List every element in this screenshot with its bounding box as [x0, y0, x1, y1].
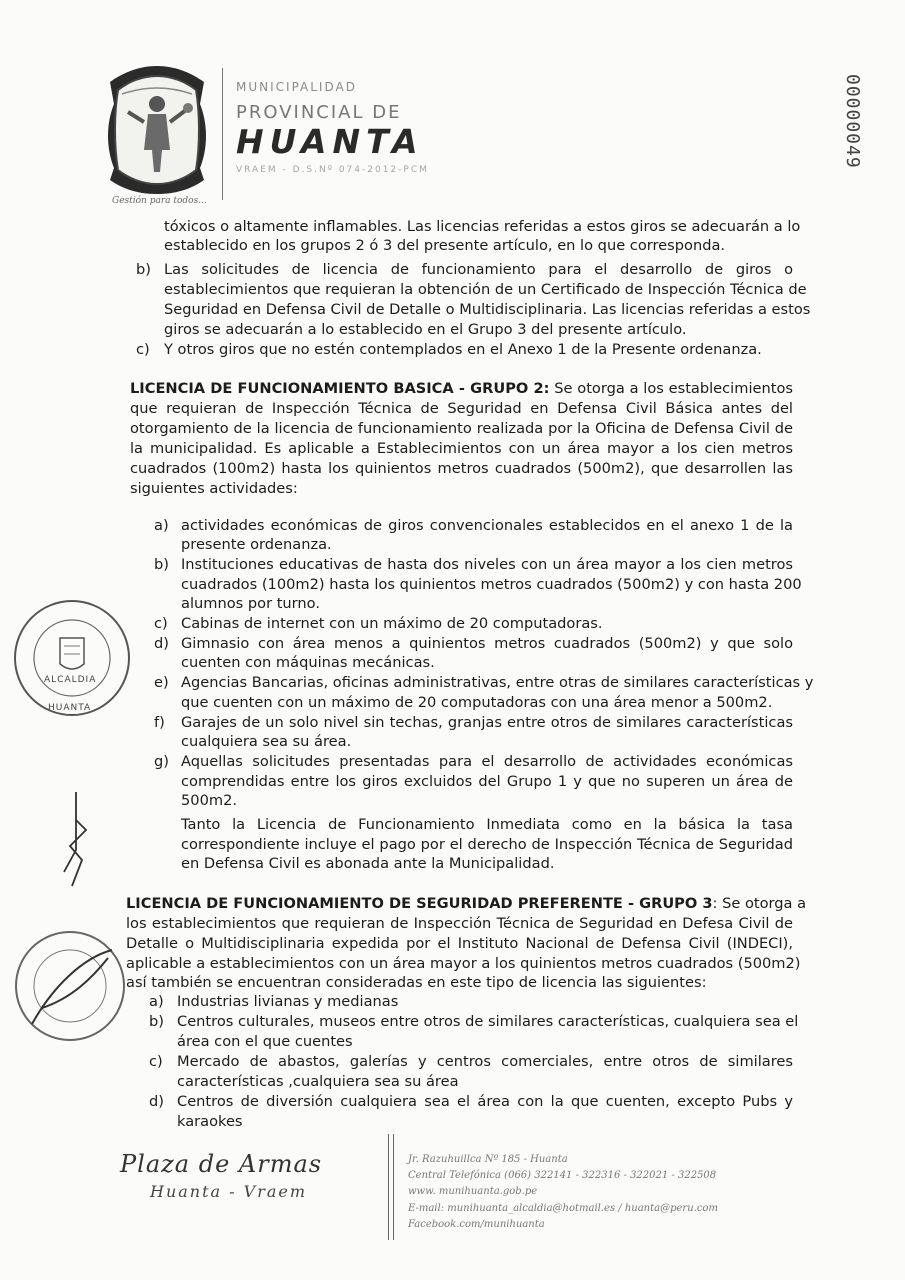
g3-item-b-line: Centros culturales, museos entre otros de similares características, cualquiera sea el [177, 1013, 799, 1030]
g2-item-f-marker: f) [154, 714, 165, 731]
group3-heading: LICENCIA DE FUNCIONAMIENTO DE SEGURIDAD PREFERENTE - GRUPO 3 [126, 895, 713, 912]
g2-item-b-line: Instituciones educativas de hasta dos niveles con un área mayor a los cien metros [181, 556, 793, 573]
intro-item-b-line: Las solicitudes de licencia de funcionamiento para el desarrollo de giros o [164, 261, 793, 278]
footer-email[interactable]: E-mail: munihuanta_alcaldia@hotmail.es / huanta@peru.com [408, 1203, 718, 1214]
intro-item-b-line: establecimientos que requieran la obtención de un Certificado de Inspección Técnica de [164, 281, 807, 298]
header-divider [222, 68, 223, 200]
footer-website[interactable]: www. munihuanta.gob.pe [408, 1186, 538, 1197]
g3-item-b-line: área con el que cuentes [177, 1033, 353, 1050]
group3-line: así también se encuentran consideradas en este tipo de licencia las siguientes: [126, 974, 707, 991]
g2-item-d-marker: d) [154, 635, 169, 652]
g3-item-c-line: Mercado de abastos, galerías y centros comerciales, entre otros de similares [177, 1053, 793, 1070]
header-municipalidad: MUNICIPALIDAD [236, 80, 357, 94]
g3-item-b-marker: b) [149, 1013, 164, 1030]
intro-item-b-line: Seguridad en Defensa Civil de Detalle o Multidisciplinaria. Las licencias referidas a estos [164, 301, 811, 318]
header-provincial-de: PROVINCIAL DE [236, 102, 402, 123]
intro-item-b-line: giros se adecuarán a lo establecido en el Grupo 3 del presente artículo. [164, 321, 687, 338]
g2-note-line: en Defensa Civil es abonada ante la Municipalidad. [181, 855, 555, 872]
header-huanta: HUANTA [236, 122, 424, 161]
footer-phone: Central Telefónica (066) 322141 - 322316 - 322021 - 322508 [408, 1170, 717, 1181]
group2-first-line [130, 379, 793, 399]
g2-item-b-line: alumnos por turno. [181, 595, 320, 612]
group3-line: los establecimientos que requieran de Inspección Técnica de Seguridad en Defesa Civil de [126, 915, 793, 932]
intro-item-b-marker: b) [136, 261, 151, 278]
g2-item-e-line: Agencias Bancarias, oficinas administrativas, entre otras de similares características y [181, 674, 814, 691]
header-decree: VRAEM - D.S.Nº 074-2012-PCM [236, 165, 429, 175]
municipal-seal-stamp [12, 598, 132, 718]
seal-center-text: ALCALDIA [44, 675, 97, 685]
g2-item-a-line: presente ordenanza. [181, 536, 332, 553]
footer-plaza-de-armas: Plaza de Armas [120, 1150, 323, 1178]
intro-item-c-marker: c) [136, 341, 150, 358]
g2-item-f-line: cualquiera sea su área. [181, 733, 352, 750]
g2-item-a-line: actividades económicas de giros convencionales establecidos en el anexo 1 de la [181, 517, 793, 534]
g2-item-b-marker: b) [154, 556, 169, 573]
municipal-seal-stamp-faded [12, 928, 128, 1044]
group2-line: siguientes actividades: [130, 480, 298, 497]
group2-line: cuadrados (100m2) hasta los quinientos metros cuadrados (500m2), que desarrollen las [130, 460, 793, 477]
g2-item-a-marker: a) [154, 517, 169, 534]
g2-item-g-line: Aquellas solicitudes presentadas para el desarrollo de actividades económicas [181, 753, 793, 770]
intro-item-c-line: Y otros giros que no estén contemplados en el Anexo 1 de la Presente ordenanza. [164, 341, 762, 358]
g2-item-d-line: Gimnasio con área menos a quinientos metros cuadrados (500m2) y que solo [181, 635, 793, 652]
crest-caption: Gestión para todos... [112, 196, 207, 206]
group3-line: aplicable a establecimientos con un área mayor a los quinientos metros cuadrados (500m2) [126, 955, 801, 972]
g2-item-g-line: 500m2. [181, 792, 237, 809]
group3-line: Detalle o Multidisciplinaria expedida por el Instituto Nacional de Defensa Civil (INDECI), [126, 935, 793, 952]
g2-item-e-line: que cuenten con un máximo de 20 computadoras con una área menor a 500m2. [181, 694, 773, 711]
footer-huanta-vraem: Huanta - Vraem [150, 1182, 308, 1201]
group2-first-rest: Se otorga a los establecimientos [549, 380, 793, 397]
g2-note-line: correspondiente incluye el pago por el derecho de Inspección Técnica de Seguridad [181, 836, 793, 853]
g2-item-c-line: Cabinas de internet con un máximo de 20 computadoras. [181, 615, 603, 632]
document-number: 00000049 [842, 74, 863, 169]
footer-divider [393, 1134, 394, 1240]
g3-item-a-line: Industrias livianas y medianas [177, 993, 399, 1010]
footer-facebook[interactable]: Facebook.com/munihuanta [408, 1219, 545, 1230]
g2-item-c-marker: c) [154, 615, 168, 632]
g2-item-g-line: comprendidas entre los giros excluidos del Grupo 1 y que no superen un área de [181, 773, 793, 790]
group2-line: la municipalidad. Es aplicable a Establecimientos con un área mayor a los cien metros [130, 440, 793, 457]
intro-line-2: establecido en los grupos 2 ó 3 del presente artículo, en lo que corresponda. [164, 237, 726, 254]
handwritten-signature [56, 790, 96, 890]
group2-line: otorgamiento de la licencia de funcionamiento realizada por la Oficina de Defensa Civil de [130, 420, 793, 437]
footer-divider [388, 1134, 389, 1240]
footer-address: Jr. Razuhuillca Nº 185 - Huanta [408, 1154, 568, 1165]
g3-item-c-marker: c) [149, 1053, 163, 1070]
intro-line-1: tóxicos o altamente inflamables. Las licencias referidas a estos giros se adecuarán a lo [164, 218, 801, 235]
group3-first-line [126, 894, 807, 914]
g3-item-d-line: karaokes [177, 1113, 243, 1130]
group3-first-rest: : Se otorga a [712, 895, 807, 912]
g2-item-b-line: cuadrados (100m2) hasta los quinientos metros cuadrados (500m2) y con hasta 200 [181, 576, 802, 593]
g3-item-d-line: Centros de diversión cualquiera sea el área con la que cuenten, excepto Pubs y [177, 1093, 793, 1110]
g2-item-d-line: cuenten con máquinas mecánicas. [181, 654, 435, 671]
g2-item-e-marker: e) [154, 674, 169, 691]
g3-item-d-marker: d) [149, 1093, 164, 1110]
municipal-crest-logo [104, 64, 210, 196]
g2-item-f-line: Garajes de un solo nivel sin techas, granjas entre otros de similares características [181, 714, 793, 731]
group2-heading: LICENCIA DE FUNCIONAMIENTO BASICA - GRUPO 2: [130, 380, 550, 397]
g2-note-line: Tanto la Licencia de Funcionamiento Inmediata como en la básica la tasa [181, 816, 793, 833]
seal-bottom-text: HUANTA [48, 703, 92, 713]
group2-line: que requieran de Inspección Técnica de Seguridad en Defensa Civil Básica antes del [130, 400, 793, 417]
g2-item-g-marker: g) [154, 753, 169, 770]
g3-item-a-marker: a) [149, 993, 164, 1010]
g3-item-c-line: características ,cualquiera sea su área [177, 1073, 459, 1090]
